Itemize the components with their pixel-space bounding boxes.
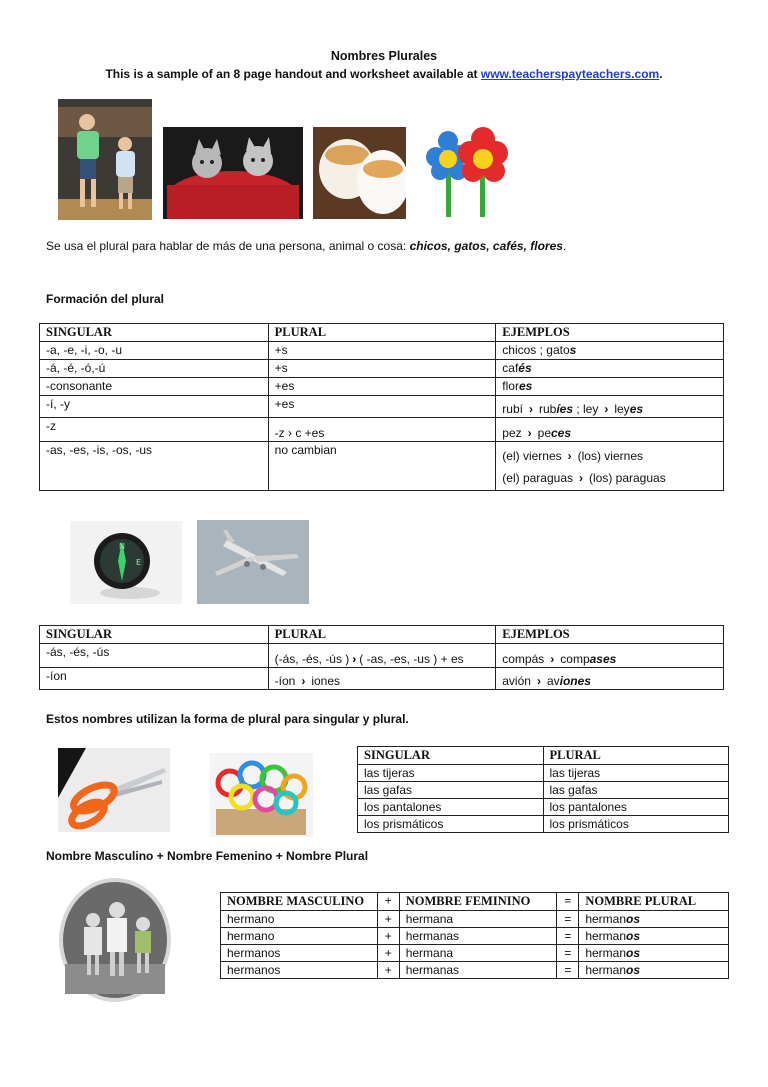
plural-stem: herman — [585, 912, 626, 926]
ex-ending: ases — [589, 652, 617, 666]
plural-only-table — [357, 746, 729, 833]
cell-singular: los prismáticos — [358, 816, 544, 833]
compass-illustration — [70, 521, 182, 604]
page-subtitle — [0, 67, 768, 81]
table-header-row — [40, 626, 724, 644]
cell-femenino: hermana — [399, 945, 557, 962]
photo-scissors — [58, 748, 170, 832]
ex-text: (los) paraguas — [589, 471, 666, 485]
cell-plural: +es — [268, 378, 496, 396]
header-masculino: NOMBRE MASCULINO — [221, 893, 378, 911]
masculino-femenino-table — [220, 892, 729, 979]
cell-plural: +s — [268, 360, 496, 378]
ex-ending: és — [518, 361, 532, 375]
cell-singular: -í, -y — [40, 396, 269, 418]
table-row — [221, 945, 729, 962]
cell-singular: -íon — [40, 668, 269, 690]
ex-text: rub — [538, 402, 557, 416]
cell-plural — [579, 911, 729, 928]
coffee-illustration — [313, 127, 406, 219]
arrow-icon: › — [301, 674, 306, 688]
photo-scissors-basket — [210, 753, 313, 837]
ex-text: (el) viernes — [502, 449, 562, 463]
ex-ending: es — [518, 379, 533, 393]
arrow-icon: › — [352, 652, 357, 666]
plane-illustration — [197, 520, 309, 604]
ex-text: comp — [560, 652, 590, 666]
table-row — [358, 799, 729, 816]
table-header-row — [358, 747, 729, 765]
cell-femenino: hermanas — [399, 962, 557, 979]
cell-example — [496, 418, 724, 442]
cell-singular: -consonante — [40, 378, 269, 396]
table-row — [221, 962, 729, 979]
photo-boys — [58, 99, 152, 220]
header-plus: + — [377, 893, 399, 911]
cell-plural — [579, 928, 729, 945]
scissors-illustration — [58, 748, 170, 832]
cell-plural: los pantalones — [543, 799, 729, 816]
cell-masculino: hermano — [221, 911, 378, 928]
plural-ending: os — [626, 912, 641, 926]
cell-example — [496, 360, 724, 378]
svg-text:N: N — [119, 542, 125, 551]
cell-plural: las gafas — [543, 782, 729, 799]
cell-femenino: hermanas — [399, 928, 557, 945]
flowers-illustration — [418, 127, 523, 219]
cell-singular: -a, -e, -i, -o, -u — [40, 342, 269, 360]
cell-plus: + — [377, 928, 399, 945]
cell-plural — [579, 962, 729, 979]
cell-plural: las tijeras — [543, 765, 729, 782]
example-line — [502, 445, 717, 467]
subtitle-end: . — [659, 67, 663, 81]
table-row — [40, 668, 724, 690]
cell-plus: + — [377, 962, 399, 979]
formacion-table — [39, 323, 724, 491]
ex-text: avión — [502, 674, 531, 688]
ex-text: compás — [502, 652, 545, 666]
cell-equals: = — [557, 962, 579, 979]
cell-plural — [268, 668, 496, 690]
plural-text: ( -as, -es, -us ) + es — [359, 652, 464, 666]
table-row — [40, 342, 724, 360]
cell-example — [496, 396, 724, 418]
photo-flowers — [418, 127, 523, 219]
boys-illustration — [58, 99, 152, 220]
cell-femenino: hermana — [399, 911, 557, 928]
cell-equals: = — [557, 928, 579, 945]
arrow-icon: › — [567, 449, 572, 463]
cell-singular: las tijeras — [358, 765, 544, 782]
photo-plane — [197, 520, 309, 604]
photo-coffee — [313, 127, 406, 219]
ex-text: chicos — [502, 343, 537, 357]
ex-text: flor — [502, 379, 519, 393]
photo-kittens — [163, 127, 303, 219]
table-row — [40, 360, 724, 378]
cell-plural: los prismáticos — [543, 816, 729, 833]
cell-plus: + — [377, 911, 399, 928]
plural-ending: os — [626, 929, 641, 943]
cell-plural: -z › c +es — [268, 418, 496, 442]
teacherspayteachers-link[interactable]: www.teacherspayteachers.com — [480, 67, 660, 81]
table-header-row — [221, 893, 729, 911]
cell-plural: +s — [268, 342, 496, 360]
table-row — [358, 816, 729, 833]
example-line — [502, 467, 717, 489]
header-femenino: NOMBRE FEMININO — [399, 893, 557, 911]
header-plural: PLURAL — [268, 626, 496, 644]
acentos-table — [39, 625, 724, 690]
page-title: Nombres Plurales — [330, 49, 438, 63]
header-singular: SINGULAR — [40, 626, 269, 644]
ex-text: o — [562, 343, 570, 357]
plural-text: (-ás, -és, -ús ) — [274, 652, 350, 666]
subtitle-text: This is a sample of an 8 page handout and worksheet available at — [105, 67, 481, 81]
ex-text: pez — [502, 426, 522, 440]
cell-singular: las gafas — [358, 782, 544, 799]
cell-example — [496, 378, 724, 396]
plural-ending: os — [626, 963, 641, 977]
cell-singular: -á, -é, -ó,-ú — [40, 360, 269, 378]
header-singular: SINGULAR — [40, 324, 269, 342]
table-row — [40, 378, 724, 396]
header-plural: PLURAL — [543, 747, 729, 765]
kittens-illustration — [163, 127, 303, 219]
header-plural: PLURAL — [268, 324, 496, 342]
cell-example — [496, 442, 724, 491]
svg-text:E: E — [136, 558, 142, 567]
ex-ending: ces — [551, 426, 572, 440]
plural-text: iones — [311, 674, 340, 688]
photo-siblings — [57, 878, 174, 1006]
header-ejemplos: EJEMPLOS — [496, 324, 724, 342]
arrow-icon: › — [527, 426, 532, 440]
table-row — [40, 396, 724, 418]
ex-text: ; ley — [573, 402, 599, 416]
table-row — [40, 442, 724, 491]
arrow-icon: › — [579, 471, 583, 485]
header-ejemplos: EJEMPLOS — [496, 626, 724, 644]
table-row — [221, 911, 729, 928]
cell-plural — [268, 644, 496, 668]
intro-end: . — [562, 239, 567, 253]
cell-example — [496, 342, 724, 360]
ex-ending: iones — [559, 674, 591, 688]
table-header-row — [40, 324, 724, 342]
table-row — [358, 765, 729, 782]
header-singular: SINGULAR — [358, 747, 544, 765]
table-row — [40, 418, 724, 442]
cell-equals: = — [557, 911, 579, 928]
intro-paragraph — [46, 239, 566, 253]
arrow-icon: › — [550, 652, 555, 666]
ex-text: caf — [502, 361, 519, 375]
siblings-illustration — [57, 878, 174, 1006]
cell-singular: -z — [40, 418, 269, 442]
cell-plural: no cambian — [268, 442, 496, 491]
cell-masculino: hermanos — [221, 945, 378, 962]
ex-text: av — [546, 674, 560, 688]
plural-ending: os — [626, 946, 641, 960]
cell-equals: = — [557, 945, 579, 962]
plural-text: -íon — [274, 674, 296, 688]
arrow-icon: › — [536, 674, 541, 688]
header-plural: NOMBRE PLURAL — [579, 893, 729, 911]
scissors-basket-illustration — [210, 753, 313, 837]
intro-text: Se usa el plural para hablar de más de una persona, animal o cosa: — [46, 239, 410, 253]
plural-stem: herman — [585, 946, 626, 960]
ex-text: rubí — [502, 402, 523, 416]
ex-text: ley — [614, 402, 630, 416]
plural-stem: herman — [585, 929, 626, 943]
plural-only-heading: Estos nombres utilizan la forma de plural para singular y plural. — [46, 712, 409, 726]
cell-example — [496, 668, 724, 690]
table-row — [358, 782, 729, 799]
cell-masculino: hermanos — [221, 962, 378, 979]
arrow-icon: › — [528, 402, 533, 416]
formacion-heading: Formación del plural — [46, 292, 165, 306]
intro-examples: chicos, gatos, cafés, flores — [409, 239, 563, 253]
ex-ending: s — [569, 343, 577, 357]
cell-singular: -ás, -és, -ús — [40, 644, 269, 668]
header-equals: = — [557, 893, 579, 911]
plural-stem: herman — [585, 963, 626, 977]
ex-text: pe — [537, 426, 551, 440]
cell-example — [496, 644, 724, 668]
cell-plus: + — [377, 945, 399, 962]
photo-compass — [70, 521, 182, 604]
arrow-icon: › — [604, 402, 609, 416]
ex-ending: es — [629, 402, 644, 416]
masculino-femenino-heading: Nombre Masculino + Nombre Femenino + Nombre Plural — [46, 849, 369, 863]
cell-masculino: hermano — [221, 928, 378, 945]
ex-text: ; gat — [536, 343, 563, 357]
cell-plural: +es — [268, 396, 496, 418]
table-row — [40, 644, 724, 668]
ex-text: (los) viernes — [577, 449, 643, 463]
cell-plural — [579, 945, 729, 962]
table-row — [221, 928, 729, 945]
ex-text: (el) paraguas — [502, 471, 573, 485]
cell-singular: -as, -es, -is, -os, -us — [40, 442, 269, 491]
ex-ending: íes — [556, 402, 573, 416]
cell-singular: los pantalones — [358, 799, 544, 816]
